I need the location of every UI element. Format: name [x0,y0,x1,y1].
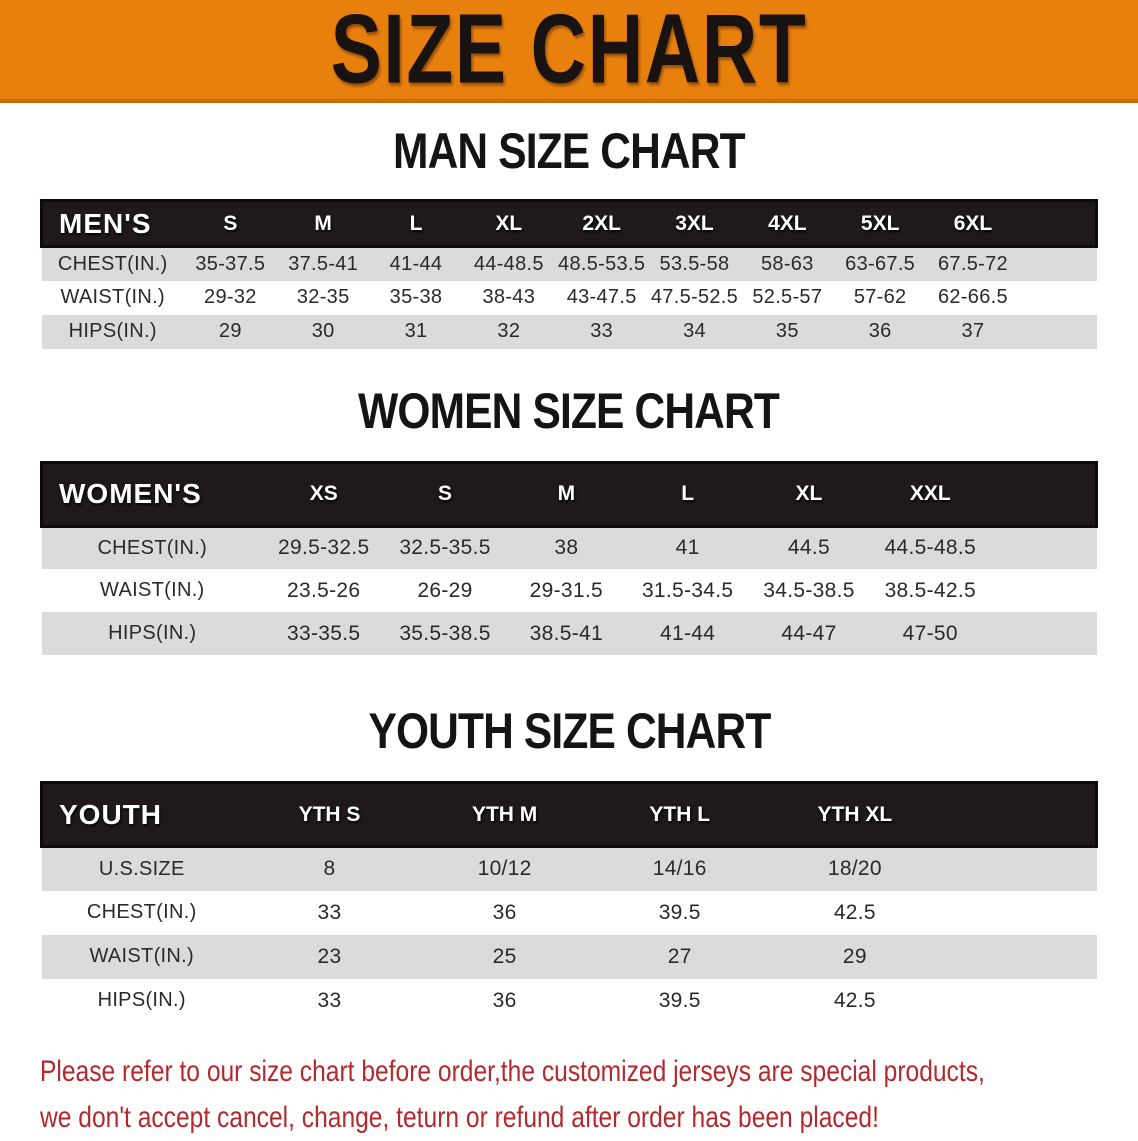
spacer-cell [1019,247,1096,281]
column-header: L [627,462,748,526]
banner [0,0,1138,103]
column-header: M [277,201,370,247]
cell-value: 58-63 [760,252,814,275]
column-header: 3XL [648,201,741,247]
row-label: HIPS(IN.) [68,320,157,342]
cell-value: 18/20 [827,857,882,881]
youth-size-table [40,781,1098,1023]
column-header: M [506,462,627,526]
cell-value: 39.5 [658,988,701,1012]
cell-value: 38-43 [482,286,536,308]
cell-value: 62-66.5 [938,286,1008,308]
cell-value: 38 [554,536,579,560]
cell-value: 36 [492,900,517,924]
cell-value: 35-38 [389,286,443,308]
table-header-label: MEN'S [42,201,184,247]
spacer-cell [942,847,1096,891]
column-header: XS [263,462,384,526]
section-men-size-chart [0,125,1138,349]
cell-value: 53.5-58 [659,252,730,275]
table-header-row [42,201,1097,247]
cell-value: 8 [323,857,336,881]
cell-value: 29 [842,944,867,968]
spacer-cell [942,783,1096,847]
column-header: 5XL [834,201,927,247]
note-line: Please refer to our size chart before order,the customized jerseys are special products, [40,1054,985,1088]
spacer-cell [1019,281,1096,315]
column-header: YTH M [417,783,592,847]
column-header: XXL [870,462,991,526]
column-header: XL [462,201,555,247]
row-label: CHEST(IN.) [97,536,208,559]
table-row [42,891,1097,935]
cell-value: 42.5 [833,900,876,924]
table-row [42,247,1097,281]
cell-value: 38.5-42.5 [884,578,976,602]
men-section-title: MAN SIZE CHART [393,123,745,179]
row-label: CHEST(IN.) [86,901,197,923]
cell-value: 52.5-57 [752,286,823,308]
cell-value: 14/16 [652,857,707,881]
cell-value: 32-35 [296,286,350,308]
cell-value: 47.5-52.5 [650,286,739,308]
table-row [42,569,1097,612]
spacer-cell [942,891,1096,935]
cell-value: 33 [317,988,342,1012]
spacer-cell [942,935,1096,979]
cell-value: 39.5 [658,900,701,924]
column-header: 2XL [555,201,648,247]
table-row [42,979,1097,1023]
column-header: S [184,201,277,247]
spacer-cell [991,569,1097,612]
table-row [42,612,1097,655]
section-women-size-chart [0,382,1138,656]
spacer-cell [1019,315,1096,349]
cell-value: 44-48.5 [473,252,544,275]
row-label: WAIST(IN.) [89,945,194,967]
table-row [42,847,1097,891]
cell-value: 33 [590,320,614,342]
cell-value: 25 [492,944,517,968]
youth-section-title: YOUTH SIZE CHART [368,703,770,759]
row-label: HIPS(IN.) [108,622,197,644]
table-header-label: WOMEN'S [42,462,264,526]
column-header: L [370,201,463,247]
cell-value: 63-67.5 [845,252,916,275]
cell-value: 67.5-72 [938,252,1008,275]
row-label: WAIST(IN.) [60,286,165,308]
spacer-cell [1019,201,1096,247]
table-row [42,526,1097,569]
column-header: 4XL [741,201,834,247]
cell-value: 41-44 [389,252,443,275]
cell-value: 37 [961,320,985,342]
cell-value: 32 [497,320,521,342]
cell-value: 29-32 [204,286,257,308]
cell-value: 36 [868,320,892,342]
cell-value: 35 [775,320,799,342]
note-line: we don't accept cancel, change, teturn or refund after order has been placed! [40,1100,879,1134]
disclaimer-note [40,1049,1138,1141]
cell-value: 41-44 [660,621,716,645]
cell-value: 57-62 [853,286,907,308]
cell-value: 44-47 [781,621,837,645]
cell-value: 48.5-53.5 [558,252,646,275]
cell-value: 44.5-48.5 [884,536,976,560]
cell-value: 23 [317,944,342,968]
women-section-title: WOMEN SIZE CHART [358,382,780,439]
row-label: WAIST(IN.) [100,579,205,601]
cell-value: 35-37.5 [195,252,266,275]
table-header-row [42,783,1097,847]
cell-value: 41 [675,536,700,560]
cell-value: 10/12 [477,857,532,881]
cell-value: 27 [667,944,692,968]
cell-value: 37.5-41 [288,252,359,275]
column-header: YTH L [592,783,767,847]
table-row [42,281,1097,315]
cell-value: 33 [317,900,342,924]
column-header: YTH S [242,783,417,847]
cell-value: 44.5 [787,536,830,560]
table-row [42,935,1097,979]
spacer-cell [942,979,1096,1023]
cell-value: 33-35.5 [287,621,361,645]
row-label: HIPS(IN.) [97,989,186,1011]
cell-value: 23.5-26 [287,578,361,602]
men-size-table [40,199,1098,349]
cell-value: 36 [492,988,517,1012]
row-label: U.S.SIZE [98,857,185,880]
cell-value: 34.5-38.5 [763,578,855,602]
cell-value: 34 [683,320,706,342]
cell-value: 38.5-41 [529,621,603,645]
spacer-cell [991,612,1097,655]
banner-title: SIZE CHART [330,0,808,104]
row-label: CHEST(IN.) [57,252,168,275]
cell-value: 29.5-32.5 [278,536,370,560]
cell-value: 29-31.5 [529,578,603,602]
cell-value: 43-47.5 [566,286,637,308]
cell-value: 32.5-35.5 [399,536,491,560]
table-header-row [42,462,1097,526]
column-header: XL [748,462,869,526]
column-header: YTH XL [767,783,942,847]
table-header-label: YOUTH [42,783,242,847]
spacer-cell [991,526,1097,569]
cell-value: 26-29 [417,578,473,602]
cell-value: 30 [311,320,335,342]
spacer-cell [991,462,1097,526]
cell-value: 31.5-34.5 [641,578,734,602]
column-header: 6XL [927,201,1020,247]
cell-value: 47-50 [902,621,958,645]
cell-value: 31 [404,320,428,342]
column-header: S [384,462,505,526]
table-row [42,315,1097,349]
section-youth-size-chart [0,705,1138,1023]
women-size-table [40,461,1098,656]
cell-value: 42.5 [833,988,876,1012]
cell-value: 29 [218,320,242,342]
cell-value: 35.5-38.5 [399,621,491,645]
